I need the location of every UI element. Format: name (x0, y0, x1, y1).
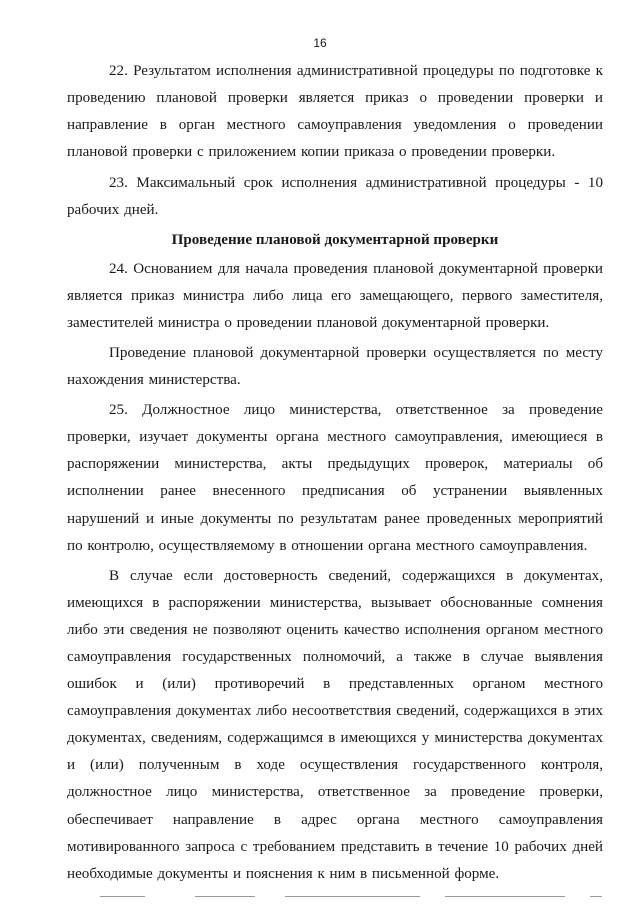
paragraph-22: 22. Результатом исполнения административной процедуры по подготовке к проведению плановой проверки является приказ о проведении проверки и направление в орган местного самоуправления уведомления о проведении плановой проверки с приложением копии приказа о проведении проверки. (67, 63, 603, 161)
scan-footer-artifact (100, 896, 610, 900)
page-number: 16 (313, 36, 327, 50)
paragraph-24: 24. Основанием для начала проведения плановой документарной проверки является приказ министра либо лица его замещающего, первого заместителя, заместителей министра о проведении плановой документарной проверки. (67, 260, 603, 331)
document-body (67, 58, 603, 888)
paragraph-23: 23. Максимальный срок исполнения административной процедуры - 10 рабочих дней. (67, 175, 603, 219)
paragraph-place-of-inspection: Проведение плановой документарной проверки осуществляется по месту нахождения министерства. (67, 344, 603, 389)
section-heading: Проведение плановой документарной проверки (171, 231, 499, 248)
paragraph-25: 25. Должностное лицо министерства, ответственное за проведение проверки, изучает документы органа местного самоуправления, имеющиеся в распоряжении министерства, акты предыдущих проверок, материалы об исполнении ранее внесенного предписания об устранении выявленных нарушений и иные документы по результатам ранее проведенных мероприятий по контролю, осуществляемому в отношении органа местного самоуправления. (67, 402, 603, 554)
paragraph-reliability-case: В случае если достоверность сведений, содержащихся в документах, имеющихся в распоряжении министерства, вызывает обоснованные сомнения либо эти сведения не позволяют оценить качество исполнения органом местного самоуправления государственных полномочий, а также в случае выявления ошибок и (или) противоречий в представленных органом местного самоуправления документах либо несоответствия сведений, содержащихся в этих документах, сведениям, содержащимся в имеющихся у министерства документах и (или) полученным в ходе осуществления государственного контроля, должностное лицо министерства, ответственное за проведение проверки, обеспечивает направление в адрес органа местного самоуправления мотивированного запроса с требованием представить в течение 10 рабочих дней необходимые документы и пояснения к ним в письменной форме. (67, 567, 603, 882)
